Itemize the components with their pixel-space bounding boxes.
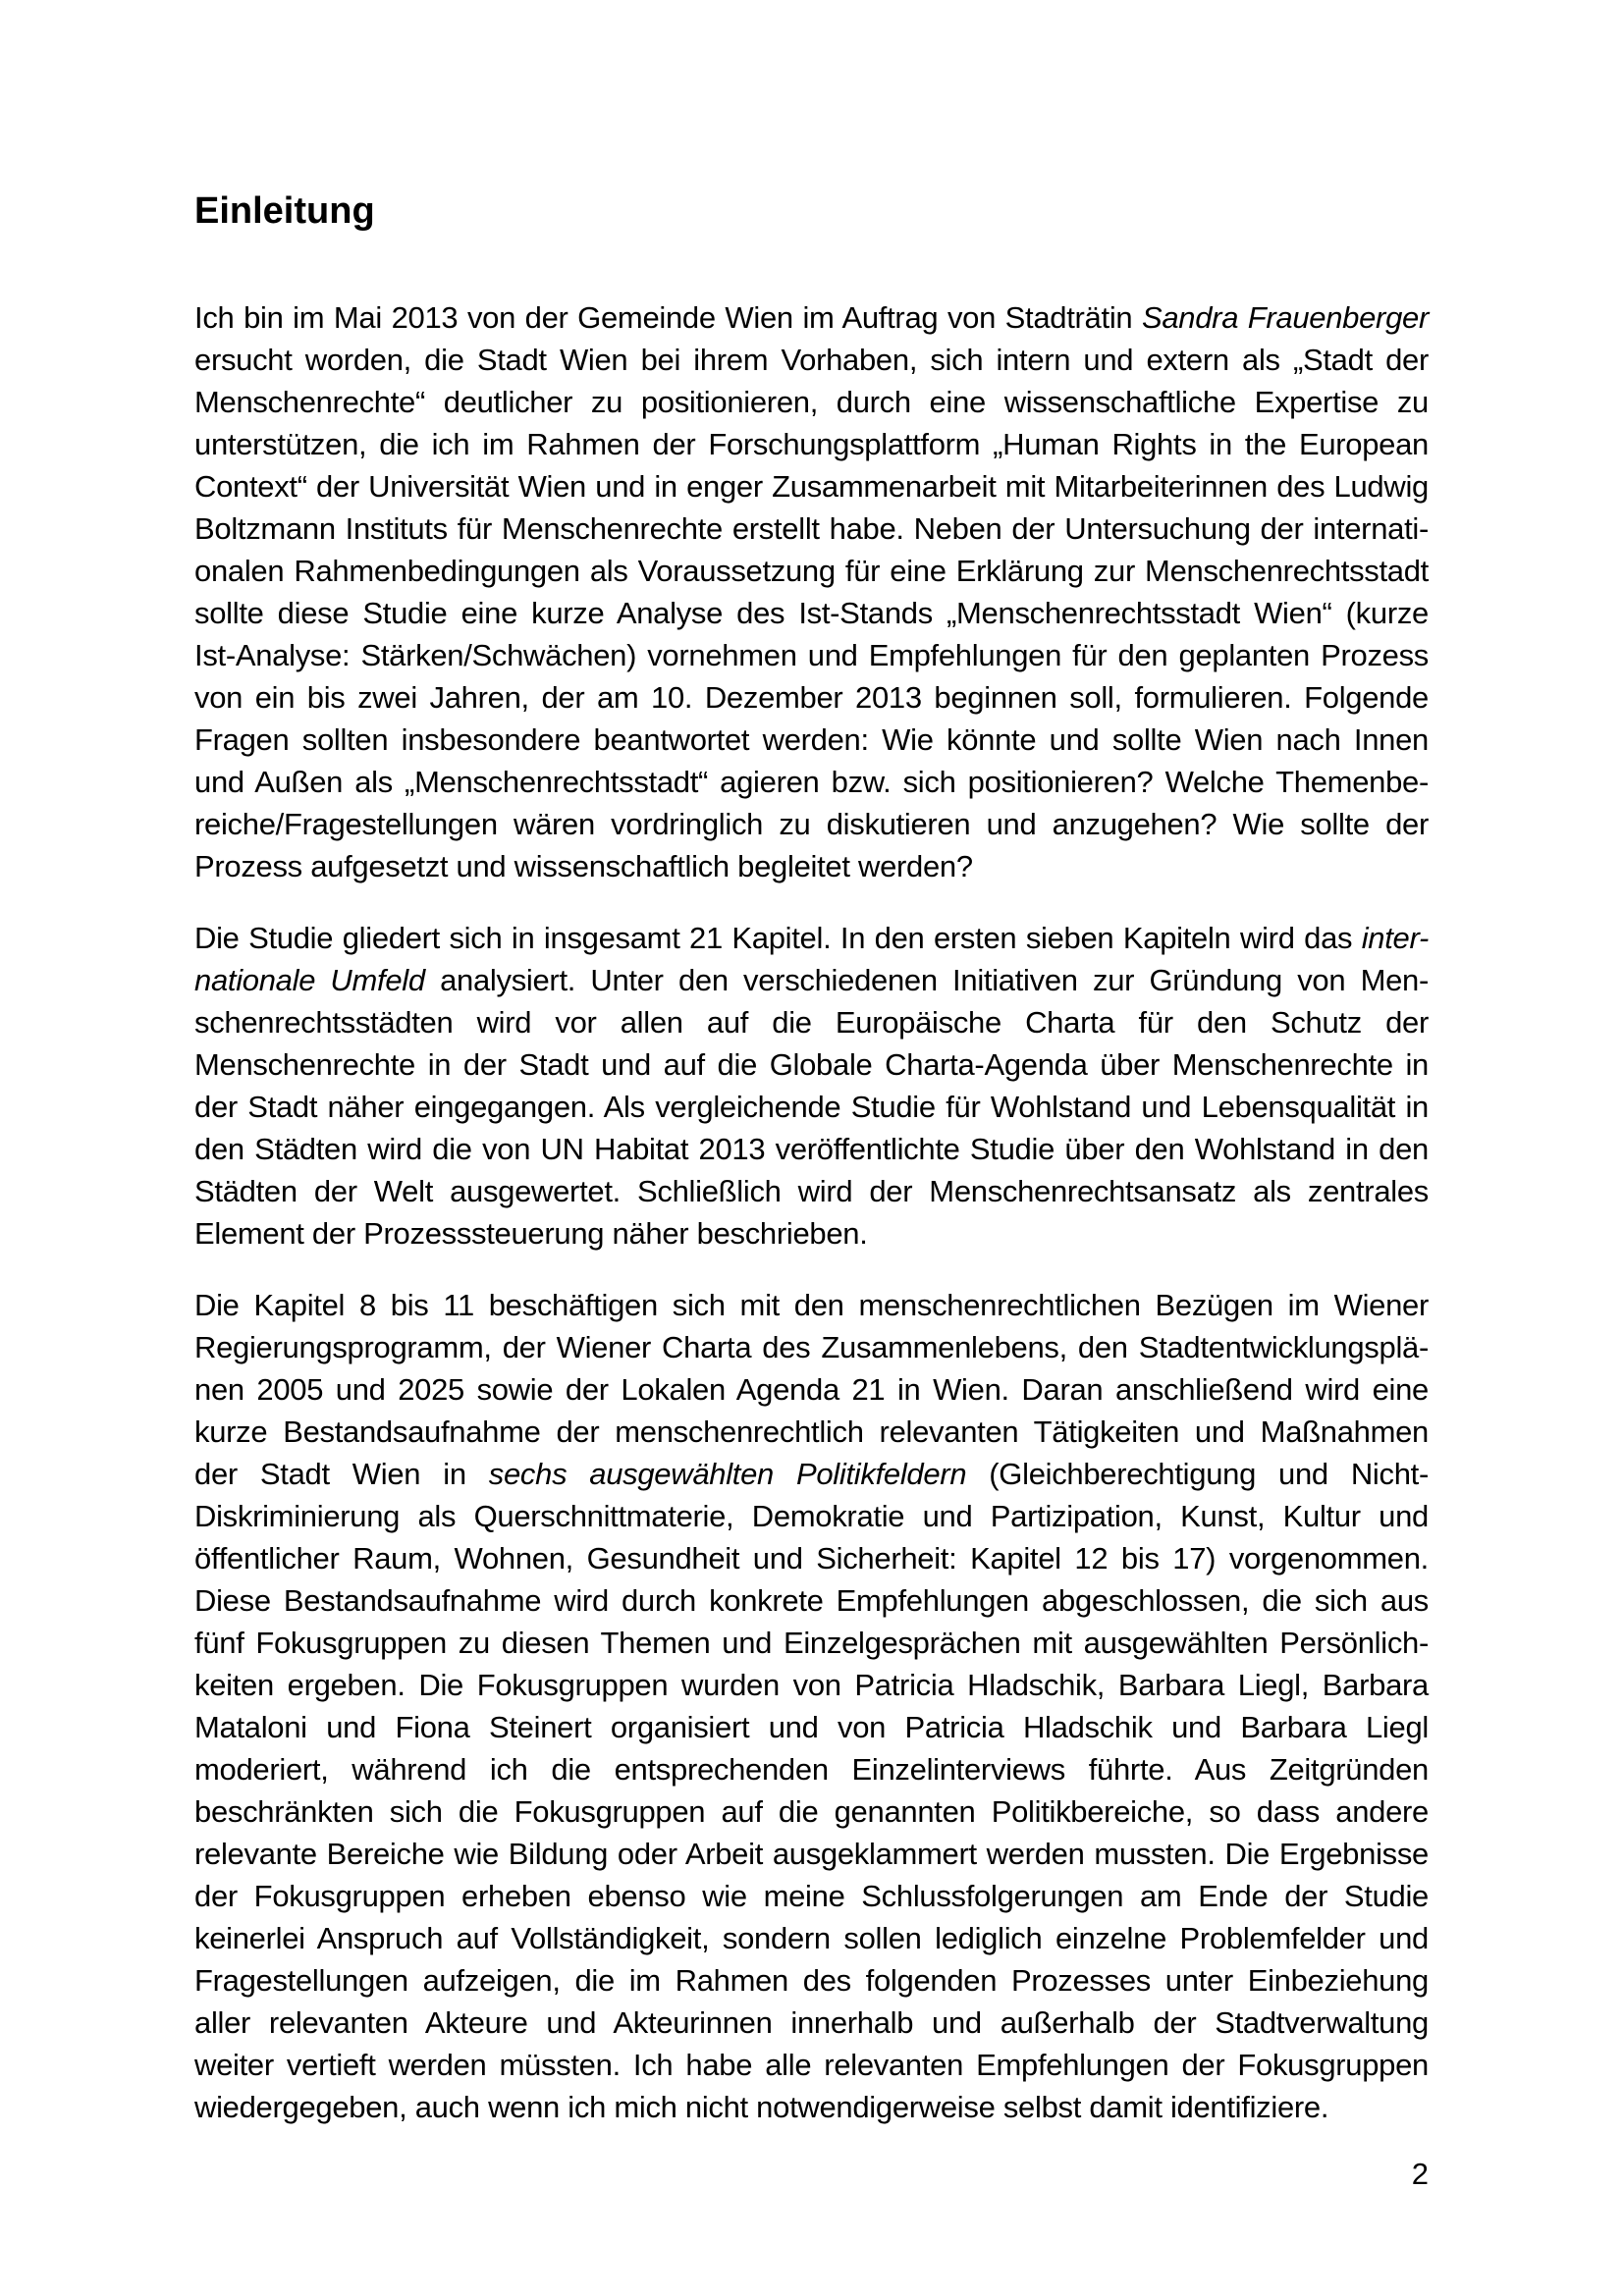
text-run: Ich bin im Mai 2013 von der Gemeinde Wien im Auftrag von Stadträtin — [194, 300, 1142, 335]
text-run: Fragestellungen aufzeigen, die im Rahmen des folgenden Prozesses unter Einbeziehung — [194, 1963, 1429, 1998]
text-line — [194, 959, 1429, 1001]
text-line — [194, 1833, 1429, 1875]
text-run: Städten der Welt ausgewertet. Schließlich wird der Menschenrechtsansatz als zentrales — [194, 1174, 1429, 1208]
text-line — [194, 1453, 1429, 1495]
text-run: der Stadt Wien in — [194, 1457, 489, 1491]
text-run: Diskriminierung als Querschnittmaterie, Demokratie und Partizipation, Kunst, Kultur und — [194, 1499, 1429, 1533]
text-line — [194, 1917, 1429, 1959]
text-line — [194, 719, 1429, 761]
text-run: unterstützen, die ich im Rahmen der Forschungsplattform „Human Rights in the European — [194, 427, 1429, 461]
text-run: (Gleichberechtigung und Nicht- — [966, 1457, 1429, 1491]
text-run: relevante Bereiche wie Bildung oder Arbeit ausgeklammert werden mussten. Die Ergebnisse — [194, 1837, 1429, 1871]
text-run: kurze Bestandsaufnahme der menschenrechtlich relevanten Tätigkeiten und Maßnahmen — [194, 1415, 1429, 1449]
text-line — [194, 296, 1429, 339]
text-line — [194, 2044, 1429, 2086]
text-run: Regierungsprogramm, der Wiener Charta des Zusammenlebens, den Stadtentwicklungsplä- — [194, 1330, 1429, 1364]
text-run: und Außen als „Menschenrechtsstadt“ agieren bzw. sich positionieren? Welche Themenbe- — [194, 765, 1429, 799]
text-run: schenrechtsstädten wird vor allen auf die Europäische Charta für den Schutz der — [194, 1005, 1429, 1040]
text-line — [194, 676, 1429, 719]
text-run: Prozess aufgesetzt und wissenschaftlich begleitet werden? — [194, 849, 973, 883]
text-line — [194, 423, 1429, 465]
text-line — [194, 1537, 1429, 1579]
text-line — [194, 550, 1429, 592]
text-run: wiedergegeben, auch wenn ich mich nicht notwendigerweise selbst damit identifiziere. — [194, 2090, 1329, 2124]
italic-text-run: inter- — [1361, 921, 1429, 955]
text-run: Menschenrechte in der Stadt und auf die Globale Charta-Agenda über Menschenrechte in — [194, 1047, 1429, 1082]
text-run: Ist-Analyse: Stärken/Schwächen) vornehmen und Empfehlungen für den geplanten Prozess — [194, 638, 1429, 672]
text-run: moderiert, während ich die entsprechenden Einzelinterviews führte. Aus Zeitgründen — [194, 1752, 1429, 1787]
italic-text-run: sechs ausgewählten Politikfeldern — [488, 1457, 967, 1491]
text-run: Diese Bestandsaufnahme wird durch konkrete Empfehlungen abgeschlossen, die sich aus — [194, 1583, 1429, 1618]
text-line — [194, 1326, 1429, 1368]
text-line — [194, 1495, 1429, 1537]
text-run: Menschenrechte“ deutlicher zu positionieren, durch eine wissenschaftliche Expertise zu — [194, 385, 1429, 419]
text-line — [194, 803, 1429, 845]
text-run: fünf Fokusgruppen zu diesen Themen und Einzelgesprächen mit ausgewählten Persönlich- — [194, 1626, 1429, 1660]
text-line — [194, 381, 1429, 423]
text-line — [194, 1411, 1429, 1453]
text-run: keinerlei Anspruch auf Vollständigkeit, sondern sollen lediglich einzelne Problemfelder und — [194, 1921, 1429, 1955]
text-line — [194, 592, 1429, 634]
text-run: aller relevanten Akteure und Akteurinnen innerhalb und außerhalb der Stadtverwaltung — [194, 2005, 1429, 2040]
text-run: der Fokusgruppen erheben ebenso wie meine Schlussfolgerungen am Ende der Studie — [194, 1879, 1429, 1913]
text-run: onalen Rahmenbedingungen als Voraussetzung für eine Erklärung zur Menschenrechtsstadt — [194, 554, 1429, 588]
text-line — [194, 761, 1429, 803]
text-line — [194, 1748, 1429, 1790]
text-run: der Stadt näher eingegangen. Als vergleichende Studie für Wohlstand und Lebensqualität in — [194, 1090, 1429, 1124]
text-run: keiten ergeben. Die Fokusgruppen wurden von Patricia Hladschik, Barbara Liegl, Barbara — [194, 1668, 1429, 1702]
text-run: Boltzmann Instituts für Menschenrechte erstellt habe. Neben der Untersuchung der internati- — [194, 511, 1429, 546]
text-line — [194, 1128, 1429, 1170]
text-line — [194, 1622, 1429, 1664]
italic-text-run: nationale Umfeld — [194, 963, 425, 997]
text-line — [194, 1086, 1429, 1128]
text-run: von ein bis zwei Jahren, der am 10. Dezember 2013 beginnen soll, formulieren. Folgende — [194, 680, 1429, 715]
text-line — [194, 1664, 1429, 1706]
text-line — [194, 1212, 1429, 1255]
text-line — [194, 1284, 1429, 1326]
italic-text-run: Sandra Frauenberger — [1141, 300, 1429, 335]
text-line — [194, 465, 1429, 507]
text-run: nen 2005 und 2025 sowie der Lokalen Agenda 21 in Wien. Daran anschließend wird eine — [194, 1372, 1429, 1407]
text-run: ersucht worden, die Stadt Wien bei ihrem Vorhaben, sich intern und extern als „Stadt der — [194, 343, 1429, 377]
text-line — [194, 1875, 1429, 1917]
text-run: sollte diese Studie eine kurze Analyse des Ist-Stands „Menschenrechtsstadt Wien“ (kurze — [194, 596, 1429, 630]
text-line — [194, 1170, 1429, 1212]
paragraph — [194, 296, 1429, 887]
text-run: den Städten wird die von UN Habitat 2013 veröffentlichte Studie über den Wohlstand in den — [194, 1132, 1429, 1166]
text-run: Element der Prozesssteuerung näher beschrieben. — [194, 1216, 868, 1251]
document-body — [194, 296, 1429, 2128]
text-line — [194, 1001, 1429, 1043]
text-run: beschränkten sich die Fokusgruppen auf die genannten Politikbereiche, so dass andere — [194, 1794, 1429, 1829]
text-line — [194, 2002, 1429, 2044]
text-line — [194, 339, 1429, 381]
text-run: analysiert. Unter den verschiedenen Initiativen zur Gründung von Men- — [424, 963, 1429, 997]
text-line — [194, 1043, 1429, 1086]
text-run: Die Studie gliedert sich in insgesamt 21 Kapitel. In den ersten sieben Kapiteln wird das — [194, 921, 1362, 955]
text-line — [194, 1706, 1429, 1748]
text-line — [194, 917, 1429, 959]
text-column — [194, 189, 1429, 2158]
text-run: weiter vertieft werden müssten. Ich habe alle relevanten Empfehlungen der Fokusgruppen — [194, 2048, 1429, 2082]
text-run: öffentlicher Raum, Wohnen, Gesundheit und Sicherheit: Kapitel 12 bis 17) vorgenommen. — [194, 1541, 1429, 1575]
text-line — [194, 507, 1429, 550]
paragraph — [194, 1284, 1429, 2128]
text-line — [194, 845, 1429, 887]
text-line — [194, 2086, 1429, 2128]
text-run: reiche/Fragestellungen wären vordringlich zu diskutieren und anzugehen? Wie sollte der — [194, 807, 1429, 841]
text-run: Mataloni und Fiona Steinert organisiert und von Patricia Hladschik und Barbara Liegl — [194, 1710, 1429, 1744]
text-run: Die Kapitel 8 bis 11 beschäftigen sich mit den menschenrechtlichen Bezügen im Wiener — [194, 1288, 1429, 1322]
section-heading: Einleitung — [194, 190, 375, 232]
text-line — [194, 1368, 1429, 1411]
page-number: 2 — [1411, 2157, 1429, 2191]
text-line — [194, 634, 1429, 676]
text-line — [194, 1959, 1429, 2002]
text-line — [194, 1579, 1429, 1622]
text-run: Fragen sollten insbesondere beantwortet werden: Wie könnte und sollte Wien nach Innen — [194, 722, 1429, 757]
paragraph — [194, 917, 1429, 1255]
text-line — [194, 1790, 1429, 1833]
text-run: Context“ der Universität Wien und in enger Zusammenarbeit mit Mitarbeiterinnen des Ludwig — [194, 469, 1429, 504]
